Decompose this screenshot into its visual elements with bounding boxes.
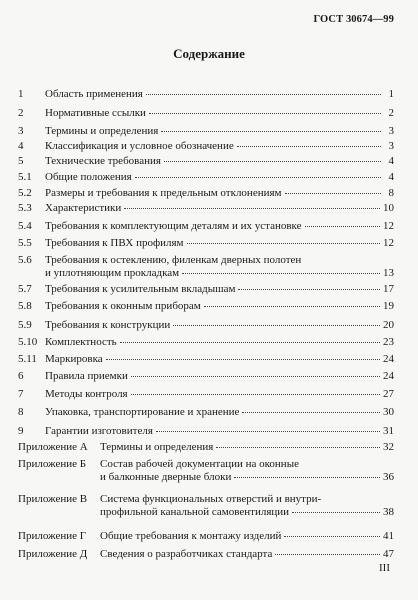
toc-page-number: 32: [383, 441, 394, 453]
toc-page-number: 24: [383, 353, 394, 365]
toc-entry-number: 5.7: [18, 283, 32, 295]
toc-page-number: 31: [383, 425, 394, 437]
dot-leader: [131, 394, 380, 395]
toc-entry-title: Область применения: [45, 88, 143, 100]
toc-entry: [18, 441, 394, 454]
dot-leader: [242, 412, 380, 413]
dot-leader: [149, 113, 381, 114]
toc-entry-title: и уплотняющим прокладкам: [45, 267, 180, 279]
toc-entry: [18, 336, 394, 349]
toc-entry-number: 5: [18, 155, 24, 167]
toc-entry: [18, 187, 394, 200]
toc-entry: [18, 530, 394, 543]
toc-entry-number: 5.11: [18, 353, 37, 365]
toc-page-number: 13: [383, 267, 394, 279]
dot-leader: [292, 512, 380, 513]
toc-entry-number: 5.5: [18, 237, 32, 249]
toc-entry-number: 3: [18, 125, 24, 137]
toc-entry-number: 5.10: [18, 336, 38, 348]
toc-entry-title: Требования к комплектующим деталям и их установке: [45, 220, 302, 232]
dot-leader: [305, 226, 380, 227]
appendix-label: Приложение А: [18, 441, 88, 453]
appendix-label: Приложение В: [18, 493, 88, 505]
toc-entry-title: Размеры и требования к предельным отклонениям: [45, 187, 282, 199]
toc-page-number: 36: [383, 471, 394, 483]
toc-entry: [18, 254, 394, 280]
toc-entry-title: Технические требования: [45, 155, 161, 167]
toc-entry: [18, 388, 394, 401]
toc-entry: [18, 155, 394, 168]
toc-page-number: 30: [383, 406, 394, 418]
toc-entry: [18, 171, 394, 184]
toc-entry-title: Термины и определения: [100, 441, 214, 453]
dot-leader: [275, 554, 380, 555]
dot-leader: [120, 342, 380, 343]
toc-entry-title: Маркировка: [45, 353, 103, 365]
toc-entry: [18, 107, 394, 120]
toc-entry-title: Упаковка, транспортирование и хранение: [45, 406, 240, 418]
toc-page-number: 41: [383, 530, 394, 542]
toc-entry: [18, 283, 394, 296]
toc-entry-number: 5.3: [18, 202, 32, 214]
toc-page-number: 27: [383, 388, 394, 400]
toc-entry-number: 1: [18, 88, 24, 100]
toc-page-number: 2: [388, 107, 394, 119]
appendix-label: Приложение Г: [18, 530, 87, 542]
toc-page-number: 4: [388, 155, 394, 167]
appendix-label: Приложение Д: [18, 548, 88, 560]
toc-page-number: 38: [383, 506, 394, 518]
toc-entry-title: Требования к конструкции: [45, 319, 171, 331]
toc-page-number: 8: [388, 187, 394, 199]
toc-entry-title: Требования к оконным приборам: [45, 300, 201, 312]
toc-entry-number: 6: [18, 370, 24, 382]
toc-entry: [18, 300, 394, 313]
toc-entry: [18, 353, 394, 366]
toc-page-number: 3: [388, 140, 394, 152]
dot-leader: [161, 131, 381, 132]
toc-page-number: 19: [383, 300, 394, 312]
toc-entry-number: 9: [18, 425, 24, 437]
toc-entry-number: 5.4: [18, 220, 32, 232]
toc-entry-number: 5.8: [18, 300, 32, 312]
toc-page-number: 23: [383, 336, 394, 348]
toc-entry: [18, 237, 394, 250]
toc-entry-title: Система функциональных отверстий и внутри-: [100, 493, 322, 505]
page-title: Содержание: [173, 46, 245, 61]
toc-entry-title: Состав рабочей документации на оконные: [100, 458, 299, 470]
dot-leader: [156, 431, 380, 432]
toc-page-number: 47: [383, 548, 394, 560]
toc-page-number: 24: [383, 370, 394, 382]
toc-entry-number: 5.9: [18, 319, 32, 331]
document-header: ГОСТ 30674—99: [313, 14, 394, 25]
dot-leader: [285, 193, 382, 194]
toc-entry-title: Общие положения: [45, 171, 132, 183]
toc-entry-title: Правила приемки: [45, 370, 128, 382]
toc-entry-number: 5.1: [18, 171, 32, 183]
dot-leader: [284, 536, 380, 537]
dot-leader: [234, 477, 380, 478]
page-number: III: [379, 562, 390, 574]
toc-page-number: 3: [388, 125, 394, 137]
dot-leader: [124, 208, 380, 209]
toc-entry-title: Требования к остеклению, филенкам дверных полотен: [45, 254, 302, 266]
toc-entry-title: Термины и определения: [45, 125, 159, 137]
dot-leader: [135, 177, 381, 178]
toc-entry-title: профильной канальной самовентиляции: [100, 506, 290, 518]
toc-page-number: 17: [383, 283, 394, 295]
toc-entry-title: Классификация и условное обозначение: [45, 140, 234, 152]
toc-entry-title: Общие требования к монтажу изделий: [100, 530, 282, 542]
toc-entry-title: Комплектность: [45, 336, 117, 348]
toc-entry-title: Сведения о разработчиках стандарта: [100, 548, 273, 560]
toc-entry-number: 8: [18, 406, 24, 418]
dot-leader: [146, 94, 381, 95]
toc-entry-number: 5.2: [18, 187, 32, 199]
toc-page-number: 10: [383, 202, 394, 214]
toc-entry: [18, 319, 394, 332]
appendix-label: Приложение Б: [18, 458, 87, 470]
toc-entry: [18, 406, 394, 419]
toc-entry: [18, 370, 394, 383]
toc-entry: [18, 548, 394, 561]
dot-leader: [216, 447, 380, 448]
toc-page-number: 20: [383, 319, 394, 331]
toc-entry-number: 5.6: [18, 254, 32, 266]
dot-leader: [131, 376, 380, 377]
toc-entry-number: 7: [18, 388, 24, 400]
toc-entry-title: Характеристики: [45, 202, 122, 214]
toc-entry: [18, 140, 394, 153]
dot-leader: [173, 325, 380, 326]
dot-leader: [106, 359, 380, 360]
dot-leader: [238, 289, 380, 290]
toc-entry-title: Методы контроля: [45, 388, 128, 400]
toc-page-number: 12: [383, 220, 394, 232]
toc-entry: [18, 125, 394, 138]
toc-entry-number: 4: [18, 140, 24, 152]
toc-page-number: 12: [383, 237, 394, 249]
toc-entry-title: Требования к усилительным вкладышам: [45, 283, 236, 295]
toc-entry: [18, 88, 394, 101]
toc-entry-number: 2: [18, 107, 24, 119]
toc-entry-title: и балконные дверные блоки: [100, 471, 232, 483]
dot-leader: [187, 243, 381, 244]
dot-leader: [164, 161, 381, 162]
toc-entry: [18, 458, 394, 484]
toc-entry-title: Требования к ПВХ профилям: [45, 237, 184, 249]
dot-leader: [237, 146, 381, 147]
toc-entry: [18, 425, 394, 438]
toc-entry: [18, 202, 394, 215]
dot-leader: [204, 306, 380, 307]
toc-entry: [18, 493, 394, 519]
toc-entry: [18, 220, 394, 233]
toc-entry-title: Гарантии изготовителя: [45, 425, 153, 437]
toc-page-number: 1: [388, 88, 394, 100]
dot-leader: [182, 273, 380, 274]
toc-entry-title: Нормативные ссылки: [45, 107, 146, 119]
toc-page-number: 4: [388, 171, 394, 183]
